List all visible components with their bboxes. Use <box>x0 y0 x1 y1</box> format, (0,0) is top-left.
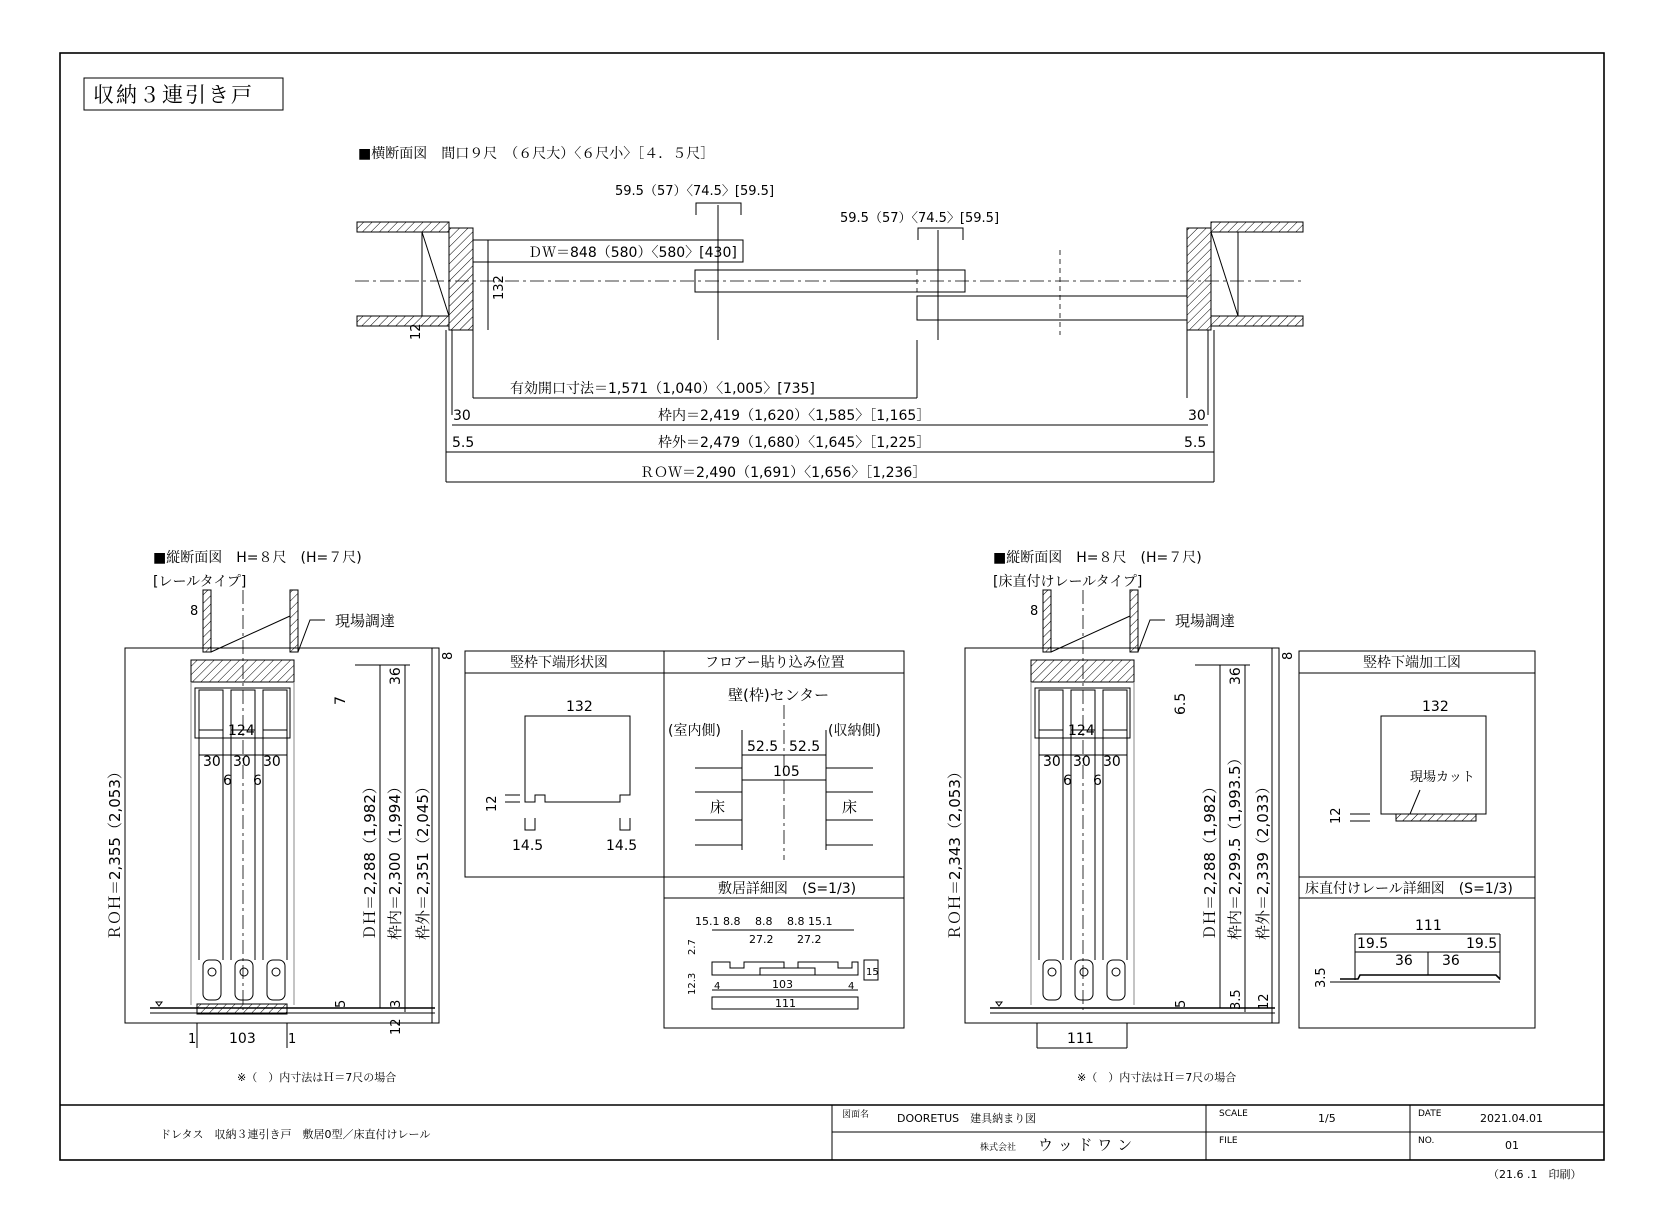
threshold-27-2-a: 27.2 <box>749 933 774 946</box>
overlap-right-label: 59.5（57）〈74.5〉[59.5] <box>840 211 1000 226</box>
rail-detail <box>1299 877 1535 1028</box>
right-dim-124: 124 <box>1068 723 1095 739</box>
effective-opening-dim: 有効開口寸法＝1,571（1,040）〈1,005〉[735] <box>510 381 815 397</box>
floor-detail-105: 105 <box>773 764 800 780</box>
drawing-title: 収納３連引き戸 <box>93 83 254 107</box>
left-dh: ＤＨ＝2,288（1,982） <box>361 779 379 940</box>
left-dim-30-b: 30 <box>233 754 251 770</box>
right-section-subheading: [床直付けレールタイプ] <box>993 574 1143 590</box>
right-dim-5: 5 <box>1174 999 1189 1008</box>
threshold-103: 103 <box>772 978 793 991</box>
threshold-4-right: 4 <box>848 981 855 992</box>
frame-bottom-14-5-right: 14.5 <box>606 838 638 854</box>
floor-detail-floor-left: 床 <box>710 798 726 816</box>
plan-left-5-5: 5.5 <box>452 435 475 451</box>
right-dim-8-side: 8 <box>1281 651 1296 660</box>
title-block <box>60 1105 1604 1181</box>
plan-dim-12: 12 <box>409 323 424 340</box>
left-roh: ＲＯＨ＝2,355（2,053） <box>106 764 124 940</box>
title-block-date-label: DATE <box>1418 1109 1442 1119</box>
right-dim-8-top: 8 <box>1030 604 1039 619</box>
threshold-top-dims: 15.1 8.8 8.8 8.8 15.1 <box>695 915 833 928</box>
title-block-no-label: NO. <box>1418 1136 1435 1146</box>
left-vertical-section <box>106 550 456 1084</box>
rail-detail-title: 床直付けレール詳細図 (S=1/3) <box>1305 881 1513 897</box>
left-dim-6-b: 6 <box>253 773 262 789</box>
left-bottom-103: 103 <box>229 1031 256 1047</box>
threshold-title: 敷居詳細図 (S=1/3) <box>718 881 857 897</box>
right-outer: 枠外＝2,339（2,033） <box>1254 779 1272 940</box>
right-dim-30-a: 30 <box>1043 754 1061 770</box>
right-dim-30-c: 30 <box>1103 754 1121 770</box>
title-block-no: 01 <box>1505 1139 1519 1152</box>
frame-cut-note: 現場カット <box>1410 770 1475 785</box>
right-dim-6-a: 6 <box>1063 773 1072 789</box>
rail-36-b: 36 <box>1442 953 1460 969</box>
left-dim-7: 7 <box>333 696 349 705</box>
right-dh: ＤＨ＝2,288（1,982） <box>1201 779 1219 940</box>
print-note: （21.6 .1 印刷） <box>1488 1168 1582 1181</box>
right-dim-3-5: 3.5 <box>1229 989 1244 1010</box>
left-dim-6-a: 6 <box>223 773 232 789</box>
title-block-name-label: 図面名 <box>842 1110 870 1120</box>
floor-detail-storage-side: (収納側) <box>828 723 881 739</box>
left-section-subheading: [レールタイプ] <box>153 574 247 590</box>
right-dim-6-b: 6 <box>1093 773 1102 789</box>
right-section-heading: ■縦断面図 H=８尺 (H=７尺) <box>993 550 1202 566</box>
frame-bottom-title: 竪枠下端形状図 <box>510 655 608 671</box>
frame-cut-detail <box>1299 651 1535 877</box>
right-dim-30-b: 30 <box>1073 754 1091 770</box>
threshold-2-7: 2.7 <box>687 939 698 955</box>
floor-detail-52-5-right: 52.5 <box>789 739 821 755</box>
right-bottom-111: 111 <box>1067 1031 1094 1047</box>
left-note: ※（ ）内寸法はＨ＝7尺の場合 <box>237 1071 397 1084</box>
threshold-12-3: 12.3 <box>687 972 698 995</box>
left-dim-8-side: 8 <box>441 651 456 660</box>
right-site-note: 現場調達 <box>1175 612 1236 630</box>
title-block-scale: 1/5 <box>1318 1112 1336 1125</box>
plan-section <box>355 145 1305 482</box>
left-section-heading: ■縦断面図 H=８尺 (H=７尺) <box>153 550 362 566</box>
frame-cut-title: 竪枠下端加工図 <box>1363 655 1461 671</box>
left-outer: 枠外＝2,351（2,045） <box>414 779 432 940</box>
right-vertical-section <box>946 550 1296 1084</box>
left-dim-36: 36 <box>388 667 404 685</box>
rail-36-a: 36 <box>1395 953 1413 969</box>
right-roh: ＲＯＨ＝2,343（2,053） <box>946 764 964 940</box>
threshold-detail <box>664 877 904 1028</box>
outer-frame-dim: 枠外＝2,479（1,680）〈1,645〉［1,225］ <box>658 435 931 451</box>
title-block-scale-label: SCALE <box>1219 1109 1248 1119</box>
rail-19-5-left: 19.5 <box>1357 936 1389 952</box>
title-block-file-label: FILE <box>1219 1136 1238 1146</box>
rail-111: 111 <box>1415 918 1442 934</box>
left-dim-12: 12 <box>389 1018 404 1035</box>
title-block-date: 2021.04.01 <box>1480 1112 1543 1125</box>
left-dim-30-a: 30 <box>203 754 221 770</box>
plan-heading: ■横断面図 間口９尺 （６尺大）〈６尺小〉［４．５尺］ <box>358 146 715 162</box>
left-dim-3: 3 <box>389 999 404 1008</box>
right-dim-6-5: 6.5 <box>1173 692 1189 715</box>
threshold-15: 15 <box>866 967 879 978</box>
frame-bottom-12: 12 <box>485 795 500 812</box>
rail-19-5-right: 19.5 <box>1466 936 1498 952</box>
floor-detail-floor-right: 床 <box>842 798 858 816</box>
depth-132: 132 <box>492 275 507 300</box>
title-block-company: ウ ッ ド ワ ン <box>1038 1136 1133 1154</box>
left-bottom-1-right: 1 <box>288 1032 297 1047</box>
plan-right-5-5: 5.5 <box>1184 435 1207 451</box>
frame-bottom-132: 132 <box>566 699 593 715</box>
title-block-description: ドレタス 収納３連引き戸 敷居0型／床直付けレール <box>160 1128 431 1141</box>
title-block-drawing-name: DOORETUS 建具納まり図 <box>897 1112 1037 1125</box>
right-dim-36: 36 <box>1228 667 1244 685</box>
left-dim-8-top: 8 <box>190 604 199 619</box>
left-dim-124: 124 <box>228 723 255 739</box>
left-dim-5: 5 <box>334 999 349 1008</box>
frame-cut-12: 12 <box>1329 807 1344 824</box>
left-dim-30-c: 30 <box>263 754 281 770</box>
floor-detail-52-5-left: 52.5 <box>747 739 779 755</box>
floor-detail-room-side: (室内側) <box>668 723 721 739</box>
left-bottom-1-left: 1 <box>188 1032 197 1047</box>
inner-frame-dim: 枠内＝2,419（1,620）〈1,585〉［1,165］ <box>658 408 931 424</box>
right-dim-12: 12 <box>1257 993 1272 1010</box>
frame-bottom-14-5-left: 14.5 <box>512 838 544 854</box>
floor-detail-title: フロアー貼り込み位置 <box>705 655 845 671</box>
left-site-note: 現場調達 <box>335 612 396 630</box>
floor-detail-center: 壁(枠)センター <box>728 686 830 704</box>
threshold-4-left: 4 <box>714 981 721 992</box>
frame-cut-132: 132 <box>1422 699 1449 715</box>
frame-bottom-detail <box>465 651 664 877</box>
left-inner: 枠内＝2,300（1,994） <box>386 779 404 940</box>
overlap-left-label: 59.5（57）〈74.5〉[59.5] <box>615 184 775 199</box>
row-dim: ＲＯＷ＝2,490（1,691）〈1,656〉［1,236］ <box>640 465 927 481</box>
title-block-company-prefix: 株式会社 <box>980 1143 1017 1153</box>
threshold-27-2-b: 27.2 <box>797 933 822 946</box>
dw-dimension: ＤＷ＝848（580）〈580〉[430] <box>528 245 737 261</box>
floor-position-detail <box>664 651 904 877</box>
threshold-111: 111 <box>775 997 796 1010</box>
rail-3-5: 3.5 <box>1314 967 1329 988</box>
plan-left-30: 30 <box>453 408 471 424</box>
right-note: ※（ ）内寸法はＨ＝7尺の場合 <box>1077 1071 1237 1084</box>
plan-right-30: 30 <box>1188 408 1206 424</box>
right-inner: 枠内＝2,299.5（1,993.5） <box>1226 750 1244 940</box>
